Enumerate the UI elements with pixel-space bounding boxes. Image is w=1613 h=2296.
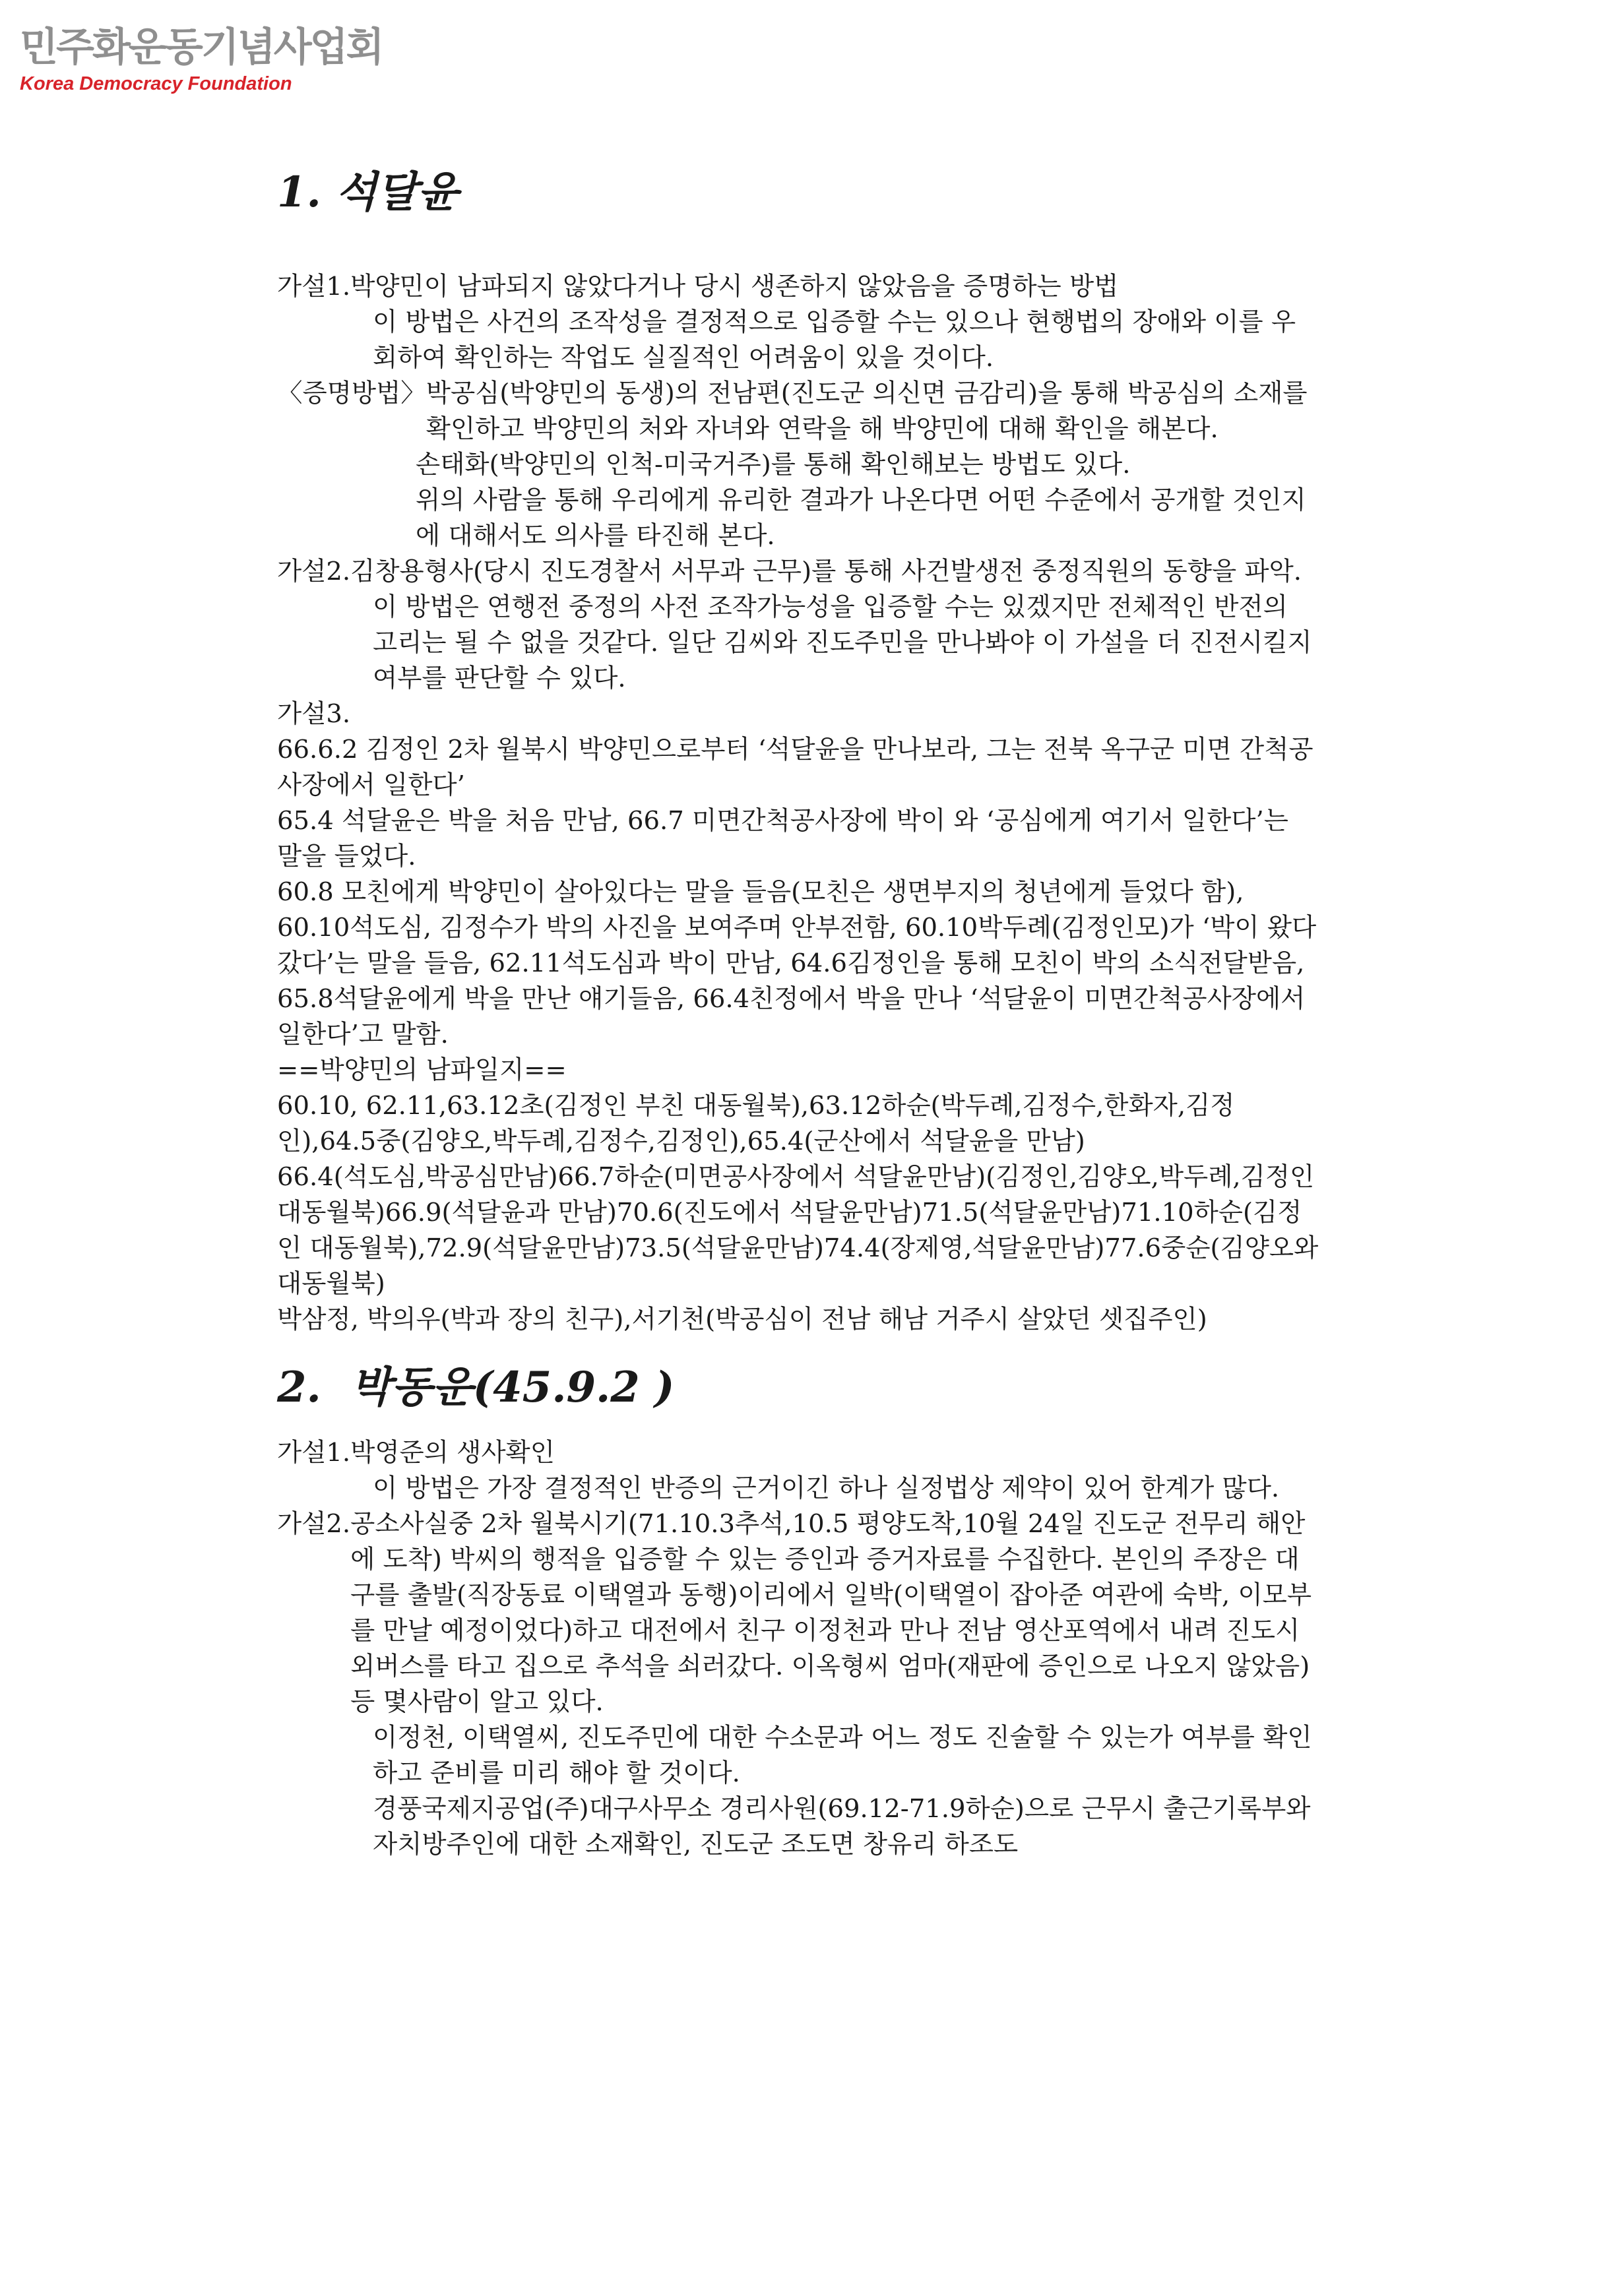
hypothesis-1: [277, 269, 1319, 305]
proof-method-label: 〈증명방법〉: [277, 379, 426, 408]
s2-hypothesis-2-label: 가설2.: [277, 1509, 351, 1539]
s2-hypothesis-1: [277, 1435, 1319, 1471]
proof-method: [277, 376, 1319, 447]
s2-hypothesis-2-line-2: 이정천, 이택열씨, 진도주민에 대한 수소문과 어느 정도 진술할 수 있는가 여부를 확인하고 준비를 미리 해야 할 것이다.: [373, 1723, 1312, 1788]
hypothesis-2-note: 이 방법은 연행전 중정의 사전 조작가능성을 입증할 수는 있겠지만 전체적인 반전의 고리는 될 수 없을 것같다. 일단 김씨와 진도주민을 만나봐야 이 가설을 더 진전시킬지 여부를 판단할 수 있다.: [373, 592, 1312, 693]
s2-hypothesis-1-label: 가설1.: [277, 1438, 351, 1468]
logo-english-text: Korea Democracy Foundation: [20, 73, 292, 94]
hypothesis-2: [277, 554, 1319, 590]
section-1: [277, 166, 1319, 1338]
hypothesis-1-label: 가설1.: [277, 272, 351, 301]
s2-hypothesis-2-text: 공소사실중 2차 월북시기(71.10.3추석,10.5 평양도착,10월 24일 진도군 전무리 해안에 도착) 박씨의 행적을 입증할 수 있는 증인과 증거자료를 수집한다. 본인의 주장은 대구를 출발(직장동료 이택열과 동행)이리에서 일박(이택열이 잡아준 여관에 숙박, 이모부를 만날 예정이었다)하고 대전에서 친구 이정천과 만나 전남 영산포역에서 내려 진도시외버스를 타고 집으로 추석을 쇠러갔다. 이옥형씨 엄마(재판에 증인으로 나오지 않았음) 등 몇사람이 알고 있다.: [350, 1509, 1312, 1717]
hypothesis-3-label: 가설3.: [277, 699, 351, 729]
hypothesis-1-text: 박양민이 남파되지 않았다거나 당시 생존하지 않았음을 증명하는 방법: [350, 272, 1119, 301]
infiltration-log-para-2: 66.4(석도심,박공심만남)66.7하순(미면공사장에서 석달윤만남)(김정인,김양오,박두례,김정인 대동월북)66.9(석달윤과 만남)70.6(진도에서 석달윤만남)71.5(석달윤만남)71.10하순(김정인 대동월북),72.9(석달윤만남)73.5(석달윤만남)74.4(장제영,석달윤만남)77.6중순(김양오와 대동월북): [277, 1162, 1319, 1299]
s2-hypothesis-1-text: 박영준의 생사확인: [350, 1438, 555, 1468]
infiltration-log-heading: ==박양민의 남파일지==: [277, 1055, 567, 1085]
logo-korean-text: 민주화운동기념사업회: [20, 24, 383, 71]
hypothesis-3-para-2: 65.4 석달윤은 박을 처음 만남, 66.7 미면간척공사장에 박이 와 ‘공심에게 여기서 일한다’는 말을 들었다.: [277, 806, 1288, 871]
document-body: [277, 166, 1319, 1863]
proof-method-line-2: 손태화(박양민의 인척-미국거주)를 통해 확인해보는 방법도 있다.: [416, 450, 1131, 480]
s2-hypothesis-2-line-3: 경풍국제지공업(주)대구사무소 경리사원(69.12-71.9하순)으로 근무시 출근기록부와 자치방주인에 대한 소재확인, 진도군 조도면 창유리 하조도: [373, 1794, 1311, 1859]
foundation-logo: [20, 25, 389, 95]
s2-hypothesis-1-note: 이 방법은 가장 결정적인 반증의 근거이긴 하나 실정법상 제약이 있어 한계가 많다.: [373, 1474, 1280, 1503]
hypothesis-2-label: 가설2.: [277, 557, 351, 586]
section-1-title: 1. 석달윤: [277, 168, 459, 217]
hypothesis-3-para-3: 60.8 모친에게 박양민이 살아있다는 말을 들음(모친은 생면부지의 청년에게 들었다 함), 60.10석도심, 김정수가 박의 사진을 보여주며 안부전함, 60.10박두례(김정인모)가 ‘박이 왔다갔다’는 말을 들음, 62.11석도심과 박이 만남, 64.6김정인을 통해 모친이 박의 소식전달받음, 65.8석달윤에게 박을 만난 얘기들음, 66.4친정에서 박을 만나 ‘석달윤이 미면간척공사장에서 일한다’고 말함.: [277, 877, 1317, 1049]
hypothesis-1-note: 이 방법은 사건의 조작성을 결정적으로 입증할 수는 있으나 현행법의 장애와 이를 우회하여 확인하는 작업도 실질적인 어려움이 있을 것이다.: [373, 307, 1296, 373]
proof-method-text: 박공심(박양민의 동생)의 전남편(진도군 의신면 금감리)을 통해 박공심의 소재를 확인하고 박양민의 처와 자녀와 연락을 해 박양민에 대해 확인을 해본다.: [426, 379, 1308, 444]
section-2-title: 2. 박동운(45.9.2 ): [277, 1363, 675, 1412]
hypothesis-2-text: 김창용형사(당시 진도경찰서 서무과 근무)를 통해 사건발생전 중정직원의 동향을 파악.: [350, 557, 1302, 586]
friends-para: 박삼정, 박의우(박과 장의 친구),서기천(박공심이 전남 해남 거주시 살았던 셋집주인): [277, 1305, 1207, 1334]
infiltration-log-para-1: 60.10, 62.11,63.12초(김정인 부친 대동월북),63.12하순(박두례,김정수,한화자,김정인),64.5중(김양오,박두례,김정수,김정인),65.4(군산에서 석달윤을 만남): [277, 1091, 1235, 1156]
proof-method-line-3: 위의 사람을 통해 우리에게 유리한 결과가 나온다면 어떤 수준에서 공개할 것인지에 대해서도 의사를 타진해 본다.: [416, 485, 1306, 551]
hypothesis-3-para-1: 66.6.2 김정인 2차 월북시 박양민으로부터 ‘석달윤을 만나보라, 그는 전북 옥구군 미면 간척공사장에서 일한다’: [277, 735, 1313, 800]
s2-hypothesis-2: [277, 1506, 1319, 1720]
section-2: [277, 1361, 1319, 1863]
